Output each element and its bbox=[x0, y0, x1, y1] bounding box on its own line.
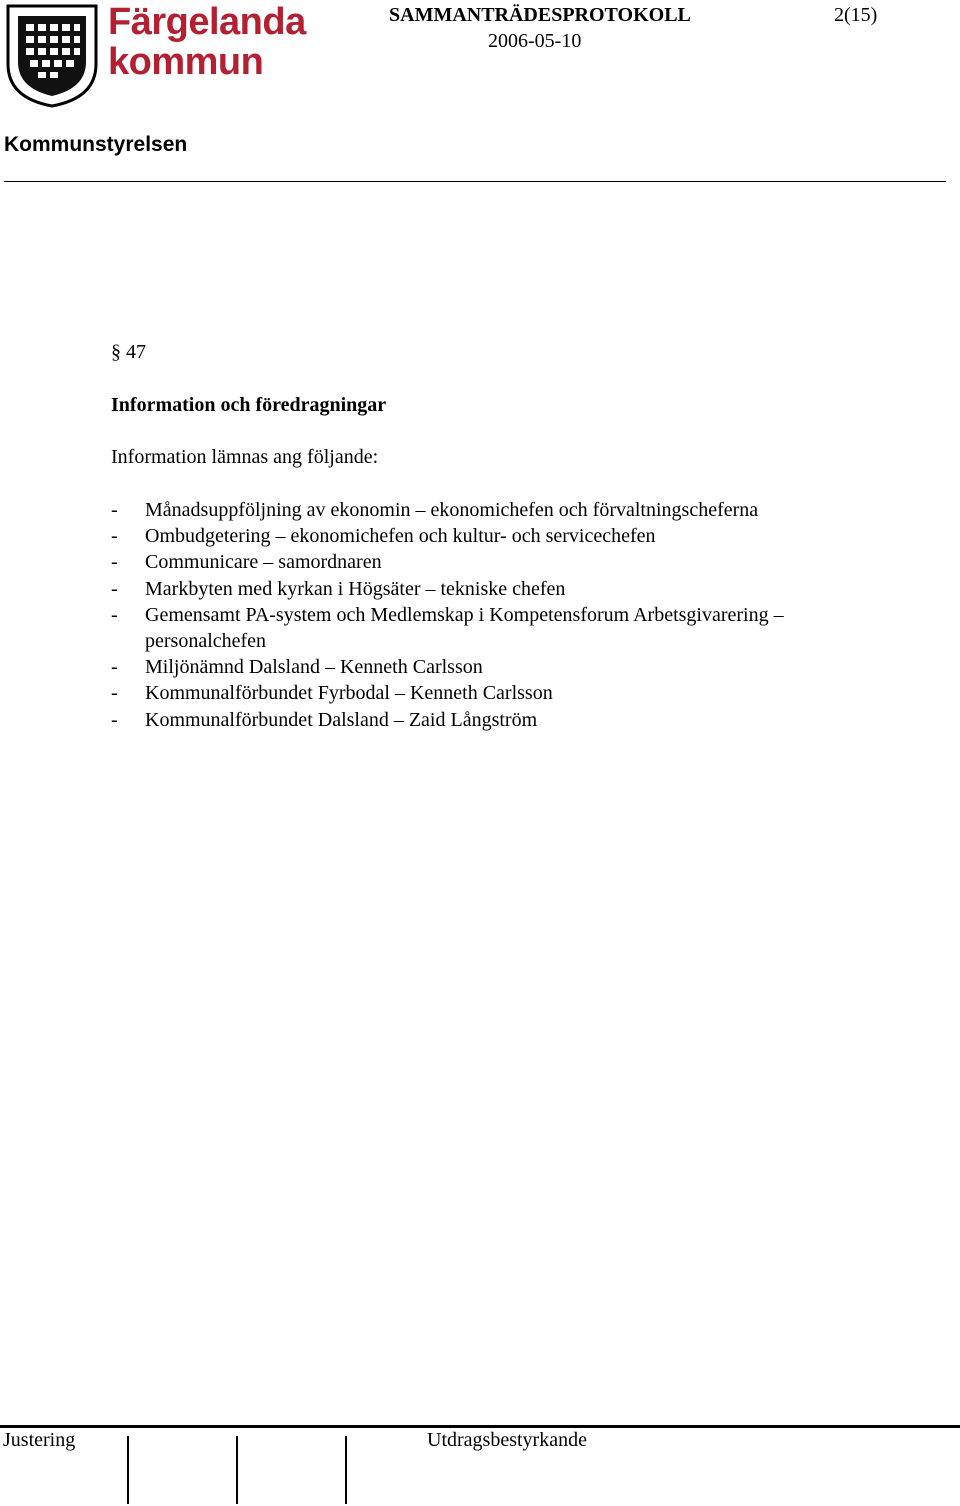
signature-box-divider bbox=[236, 1436, 238, 1504]
list-item bbox=[111, 523, 891, 549]
list-item-text: Communicare – samordnaren bbox=[145, 551, 382, 574]
list-item-text: Gemensamt PA-system och Medlemskap i Kompetensforum Arbetsgivarering – personalchefen bbox=[145, 603, 784, 653]
signature-box-divider bbox=[127, 1436, 129, 1504]
list-bullet: - bbox=[111, 708, 118, 731]
list-item bbox=[111, 707, 891, 733]
list-item-text: Ombudgetering – ekonomichefen och kultur- och servicechefen bbox=[145, 525, 656, 548]
list-item bbox=[111, 497, 891, 523]
page-indicator: 2(15) bbox=[834, 4, 878, 26]
list-item-text: Miljönämnd Dalsland – Kenneth Carlsson bbox=[145, 656, 483, 679]
list-item-text: Markbyten med kyrkan i Högsäter – tekniske chefen bbox=[145, 577, 566, 600]
logo-wordmark-line-1: Färgelanda bbox=[108, 1, 306, 43]
list-item bbox=[111, 654, 891, 680]
list-item-text: Kommunalförbundet Fyrbodal – Kenneth Carlsson bbox=[145, 682, 553, 705]
municipal-shield-emblem-icon bbox=[4, 2, 100, 108]
committee-name: Kommunstyrelsen bbox=[4, 133, 188, 156]
list-item-text: Kommunalförbundet Dalsland – Zaid Långström bbox=[145, 708, 538, 731]
municipality-logo bbox=[4, 1, 306, 108]
footer-utdragsbestyrkande-label: Utdragsbestyrkande bbox=[427, 1429, 587, 1451]
section-title: Information och föredragningar bbox=[111, 394, 387, 416]
footer-justering-label: Justering bbox=[3, 1429, 76, 1451]
footer-divider bbox=[0, 1425, 960, 1428]
document-title: SAMMANTRÄDESPROTOKOLL bbox=[389, 4, 691, 26]
meeting-date: 2006-05-10 bbox=[488, 30, 582, 52]
section-intro: Information lämnas ang följande: bbox=[111, 446, 379, 468]
list-item bbox=[111, 576, 891, 602]
list-bullet: - bbox=[111, 577, 118, 600]
information-items-list bbox=[111, 497, 891, 733]
list-item bbox=[111, 549, 891, 575]
list-item bbox=[111, 680, 891, 706]
list-bullet: - bbox=[111, 499, 118, 521]
section-number: § 47 bbox=[111, 341, 146, 363]
header-divider bbox=[4, 181, 946, 182]
list-bullet: - bbox=[111, 551, 118, 574]
list-item bbox=[111, 602, 891, 654]
list-item-text: Månadsuppföljning av ekonomin – ekonomichefen och förvaltningscheferna bbox=[145, 499, 759, 521]
list-bullet: - bbox=[111, 682, 118, 705]
list-bullet: - bbox=[111, 603, 118, 626]
signature-box-divider bbox=[345, 1436, 347, 1504]
logo-wordmark-line-2: kommun bbox=[108, 41, 264, 83]
list-bullet: - bbox=[111, 525, 118, 548]
list-bullet: - bbox=[111, 656, 118, 679]
